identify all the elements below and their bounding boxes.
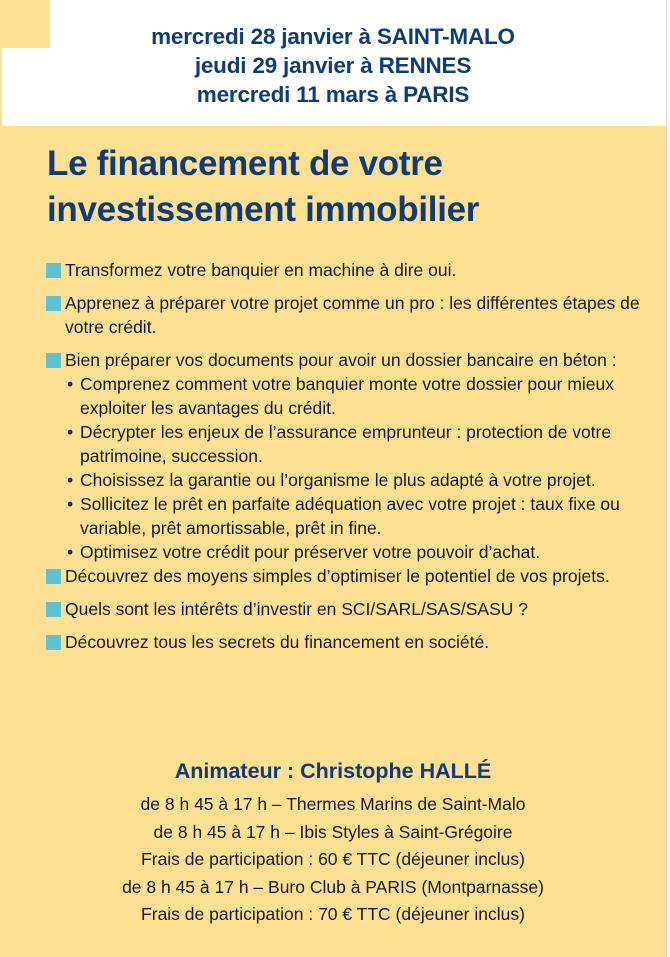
list-item-text: Découvrez des moyens simples d’optimiser le potentiel de vos projets. [65,566,610,586]
sub-list-item-text: Comprenez comment votre banquier monte votre dossier pour mieux exploiter les avantages du crédit. [80,374,614,418]
detail-line: de 8 h 45 à 17 h – Ibis Styles à Saint-Grégoire [153,821,513,842]
list-item-text: Quels sont les intérêts d’investir en SCI/SARL/SAS/SASU ? [65,599,528,619]
animator-heading: Animateur : Christophe HALLÉ [174,759,492,783]
title-line-2: investissement immobilier [47,190,480,229]
square-bullet-icon [46,602,61,617]
sub-list-item [46,372,656,420]
title-line-1: Le financement de votre [47,144,443,183]
sub-list-item [46,540,656,564]
list-item-text: Bien préparer vos documents pour avoir un dossier bancaire en béton : [65,350,617,370]
sub-list-item [46,420,656,468]
program-list [46,258,656,663]
detail-line: de 8 h 45 à 17 h – Buro Club à PARIS (Montparnasse) [122,876,544,897]
date-rennes: jeudi 29 janvier à RENNES [194,53,472,78]
list-item [46,597,656,621]
event-dates [0,22,666,109]
square-bullet-icon [46,353,61,368]
square-bullet-icon [46,263,61,278]
list-item-text: Apprenez à préparer votre projet comme un pro : les différentes étapes de votre crédit. [65,293,640,337]
detail-line: de 8 h 45 à 17 h – Thermes Marins de Saint-Malo [140,794,526,814]
page-edge [666,0,670,957]
date-paris: mercredi 11 mars à PARIS [196,82,470,107]
list-item [46,291,656,339]
list-item [46,348,656,564]
sub-list-item [46,492,656,540]
sub-list-item-text: Décrypter les enjeux de l’assurance emprunteur : protection de votre patrimoine, succession. [80,422,612,466]
dot-bullet-icon: • [67,470,74,490]
dot-bullet-icon: • [67,494,74,514]
sub-list-item-text: Choisissez la garantie ou l’organisme le plus adapté à votre projet. [80,470,596,490]
detail-line: Frais de participation : 70 € TTC (déjeuner inclus) [141,904,525,924]
session-details [0,791,666,929]
dot-bullet-icon: • [67,542,74,562]
dot-bullet-icon: • [67,374,74,394]
list-item [46,630,656,654]
list-item-text: Transformez votre banquier en machine à dire oui. [65,260,457,280]
detail-line: Frais de participation : 60 € TTC (déjeuner inclus) [141,849,525,869]
dot-bullet-icon: • [67,422,74,442]
sub-list [46,372,656,564]
list-item [46,564,656,588]
sub-list-item [46,468,656,492]
square-bullet-icon [46,569,61,584]
square-bullet-icon [46,635,61,650]
page-title [47,141,657,233]
square-bullet-icon [46,296,61,311]
sub-list-item-text: Sollicitez le prêt en parfaite adéquation avec votre projet : taux fixe ou variable, prêt amortissable, prêt in fine. [80,494,620,538]
date-saint-malo: mercredi 28 janvier à SAINT-MALO [151,24,515,49]
list-item [46,258,656,282]
list-item-text: Découvrez tous les secrets du financement en société. [65,632,490,652]
sub-list-item-text: Optimisez votre crédit pour préserver votre pouvoir d’achat. [80,542,541,562]
